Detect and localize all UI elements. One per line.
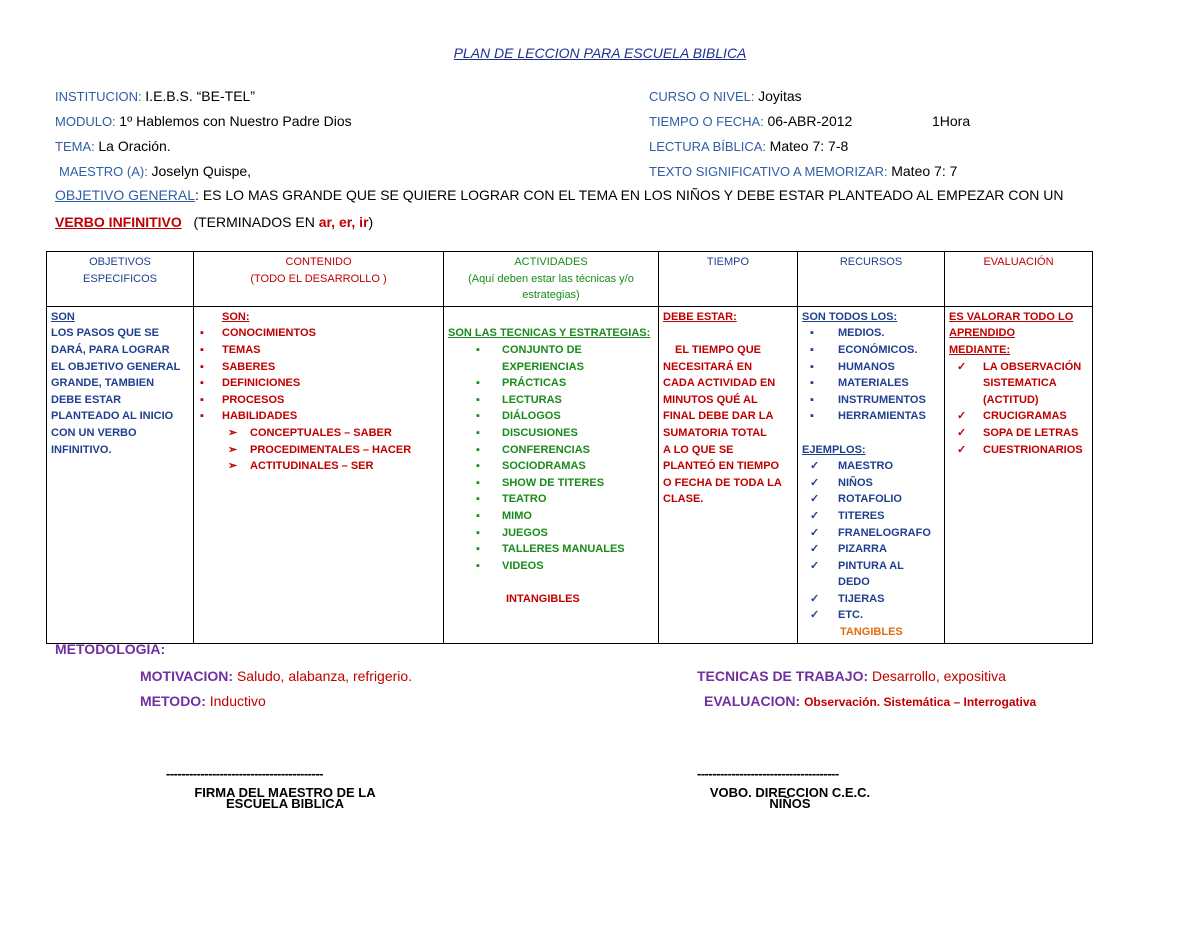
metodo-value: Inductivo (209, 693, 266, 709)
paren-close: ) (368, 214, 374, 230)
tema-row (55, 138, 171, 154)
texto-label: TEXTO SIGNIFICATIVO A MEMORIZAR: (649, 164, 888, 179)
list-item: ▪ CONJUNTO DE (476, 343, 582, 356)
ejemplos-title: EJEMPLOS: (802, 443, 866, 456)
cell-tiempo: DEBE ESTAR: EL TIEMPO QUE NECESITARÁ EN CADA ACTIVIDAD EN MINUTOS QUÉ AL FINAL DEBE DAR LA SUMATORIA TOTAL A LO QUE SE PLANTEÓ EN TIEMPO O FECHA DE TODA LA CLASE. (659, 306, 798, 643)
cell-recursos (798, 306, 945, 643)
list-item: ▪ MIMO (476, 509, 532, 522)
motivacion-label: MOTIVACION: (140, 668, 234, 684)
objetivo-label: OBJETIVO GENERAL (55, 187, 196, 203)
objetivos-title: SON (51, 310, 75, 323)
tiempo-row (649, 113, 852, 129)
list-item: ▪ PRÁCTICAS (476, 377, 567, 390)
list-item: ▪ SOCIODRAMAS (476, 460, 586, 473)
list-item: ✓ LA OBSERVACIÓN (957, 360, 1082, 373)
maestro-row (59, 163, 251, 179)
contenido-title: SON: (222, 310, 250, 323)
sub-list-item: ➢ ACTITUDINALES – SER (228, 460, 374, 473)
list-item: ✓ CUESTRIONARIOS (957, 443, 1083, 456)
list-item: ▪ DEFINICIONES (200, 377, 301, 390)
metodo-label: METODO: (140, 693, 206, 709)
list-item: ✓ ROTAFOLIO (810, 493, 902, 506)
list-item: ▪ SABERES (200, 360, 276, 373)
list-item: ▪ HABILIDADES (200, 410, 298, 423)
texto-row (649, 163, 957, 179)
tiempo-extra: 1Hora (932, 113, 971, 129)
list-item: ▪ HERRAMIENTAS (810, 410, 926, 423)
list-item: (ACTITUD) (983, 393, 1039, 406)
lectura-value: Mateo 7: 7-8 (769, 138, 849, 154)
actividades-title: SON LAS TECNICAS Y ESTRATEGIAS: (448, 327, 651, 340)
tecnicas-label: TECNICAS DE TRABAJO: (697, 668, 869, 684)
recursos-title: SON TODOS LOS: (802, 310, 898, 323)
list-item: ▪ CONOCIMIENTOS (200, 327, 316, 340)
list-item: ✓ PIZARRA (810, 543, 887, 556)
header-tiempo: TIEMPO (659, 252, 798, 307)
modulo-row (55, 113, 352, 129)
lectura-label: LECTURA BÍBLICA: (649, 139, 767, 154)
list-item: ✓ ETC. (810, 609, 864, 622)
tecnicas-value: Desarrollo, expositiva (872, 668, 1006, 684)
page-title: PLAN DE LECCION PARA ESCUELA BIBLICA (453, 45, 747, 61)
lectura-row (649, 138, 848, 154)
motivacion-value: Saludo, alabanza, refrigerio. (236, 668, 413, 684)
paren-open: (TERMINADOS EN (193, 214, 319, 230)
list-item: ▪ MEDIOS. (810, 327, 885, 340)
metodo-row (140, 693, 266, 709)
evaluacion-label: EVALUACION: (704, 693, 801, 709)
tema-value: La Oración. (98, 138, 171, 154)
list-item: ▪ ECONÓMICOS. (810, 343, 918, 356)
list-item: ▪ DIÁLOGOS (476, 410, 561, 423)
list-item: ▪ MATERIALES (810, 377, 909, 390)
verbo-infinitivo: VERBO INFINITIVO (55, 214, 182, 230)
list-item: ✓ TITERES (810, 509, 885, 522)
tecnicas-row (697, 668, 1006, 684)
maestro-value: Joselyn Quispe, (151, 163, 252, 179)
curso-label: CURSO O NIVEL: (649, 89, 755, 104)
list-item: ▪ JUEGOS (476, 526, 548, 539)
header-contenido: CONTENIDO (TODO EL DESARROLLO ) (194, 252, 444, 307)
list-item: ▪ CONFERENCIAS (476, 443, 591, 456)
evaluacion-value: Observación. Sistemática – Interrogativa (804, 695, 1037, 709)
curso-row (649, 88, 802, 104)
list-item: ✓ FRANELOGRAFO (810, 526, 931, 539)
curso-value: Joyitas (758, 88, 802, 104)
header-recursos: RECURSOS (798, 252, 945, 307)
list-item: ✓ CRUCIGRAMAS (957, 410, 1067, 423)
motivacion-row (140, 668, 412, 684)
metodologia-title: METODOLOGIA: (55, 641, 166, 657)
firma-direccion: VOBO. DIRECCION C.E.C. NIÑOS (709, 785, 871, 811)
tiempo-title: DEBE ESTAR: (663, 310, 737, 323)
texto-value: Mateo 7: 7 (891, 163, 958, 179)
endings: ar, er, ir (318, 214, 369, 230)
modulo-value: 1º Hablemos con Nuestro Padre Dios (119, 113, 352, 129)
intangibles-label: INTANGIBLES (506, 592, 580, 605)
list-item: EXPERIENCIAS (502, 360, 584, 373)
table-body-row (47, 306, 1093, 643)
header-actividades: ACTIVIDADES (Aquí deben estar las técnicas y/o estrategias) (444, 252, 659, 307)
list-item: ▪ TEMAS (200, 343, 261, 356)
tangibles-label: TANGIBLES (840, 626, 903, 639)
table-header-row (47, 252, 1093, 307)
modulo-label: MODULO: (55, 114, 116, 129)
institucion-value: I.E.B.S. “BE-TEL” (145, 88, 255, 104)
sub-list-item: ➢ CONCEPTUALES – SABER (228, 426, 392, 439)
list-item: ✓ MAESTRO (810, 460, 893, 473)
cell-contenido (194, 306, 444, 643)
institucion-row (55, 88, 255, 104)
header-evaluacion: EVALUACIÓN (945, 252, 1093, 307)
objetivo-general (55, 187, 1064, 203)
list-item: ▪ SHOW DE TITERES (476, 476, 605, 489)
plan-table (46, 251, 1093, 644)
list-item: ▪ LECTURAS (476, 393, 562, 406)
firma-maestro-line: ----------------------------------------- (166, 766, 323, 781)
header-objetivos: OBJETIVOS ESPECIFICOS (47, 252, 194, 307)
list-item: ▪ PROCESOS (200, 393, 285, 406)
list-item: ▪ DISCUSIONES (476, 426, 578, 439)
objetivo-text: : ES LO MAS GRANDE QUE SE QUIERE LOGRAR CON EL TEMA EN LOS NIÑOS Y DEBE ESTAR PLANTEADO AL EMPEZAR CON UN (195, 187, 1064, 203)
list-item: ▪ TEATRO (476, 493, 547, 506)
list-item: ✓ TIJERAS (810, 592, 885, 605)
cell-actividades (444, 306, 659, 643)
list-item: ▪ VIDEOS (476, 559, 544, 572)
firma-direccion-line: ------------------------------------- (697, 766, 839, 781)
list-item: ▪ HUMANOS (810, 360, 895, 373)
sub-list-item: ➢ PROCEDIMENTALES – HACER (228, 443, 412, 456)
evaluacion-row (704, 693, 1036, 709)
tema-label: TEMA: (55, 139, 95, 154)
tiempo-value: 06-ABR-2012 (767, 113, 853, 129)
list-item: DEDO (838, 576, 870, 589)
list-item: SISTEMATICA (983, 377, 1057, 390)
firma-maestro: FIRMA DEL MAESTRO DE LA ESCUELA BIBLICA (194, 785, 376, 811)
list-item: ▪ TALLERES MANUALES (476, 543, 625, 556)
institucion-label: INSTITUCION: (55, 89, 142, 104)
objetivo-general-line2 (55, 214, 373, 230)
cell-evaluacion: ES VALORAR TODO LO APRENDIDO MEDIANTE: ✓ LA OBSERVACIÓN SISTEMATICA (ACTITUD) ✓ CRUCIGRAMAS ✓ SOPA DE LETRAS ✓ CUESTRIONARIOS (945, 306, 1093, 643)
list-item: ✓ PINTURA AL (810, 559, 904, 572)
list-item: ✓ SOPA DE LETRAS (957, 426, 1079, 439)
list-item: ▪ INSTRUMENTOS (810, 393, 926, 406)
tiempo-label: TIEMPO O FECHA: (649, 114, 764, 129)
maestro-label: MAESTRO (A): (59, 164, 148, 179)
list-item: ✓ NIÑOS (810, 476, 873, 489)
cell-objetivos: SON LOS PASOS QUE SE DARÁ, PARA LOGRAR EL OBJETIVO GENERAL GRANDE, TAMBIEN DEBE ESTAR PLANTEADO AL INICIO CON UN VERBO INFINITIVO. (47, 306, 194, 643)
